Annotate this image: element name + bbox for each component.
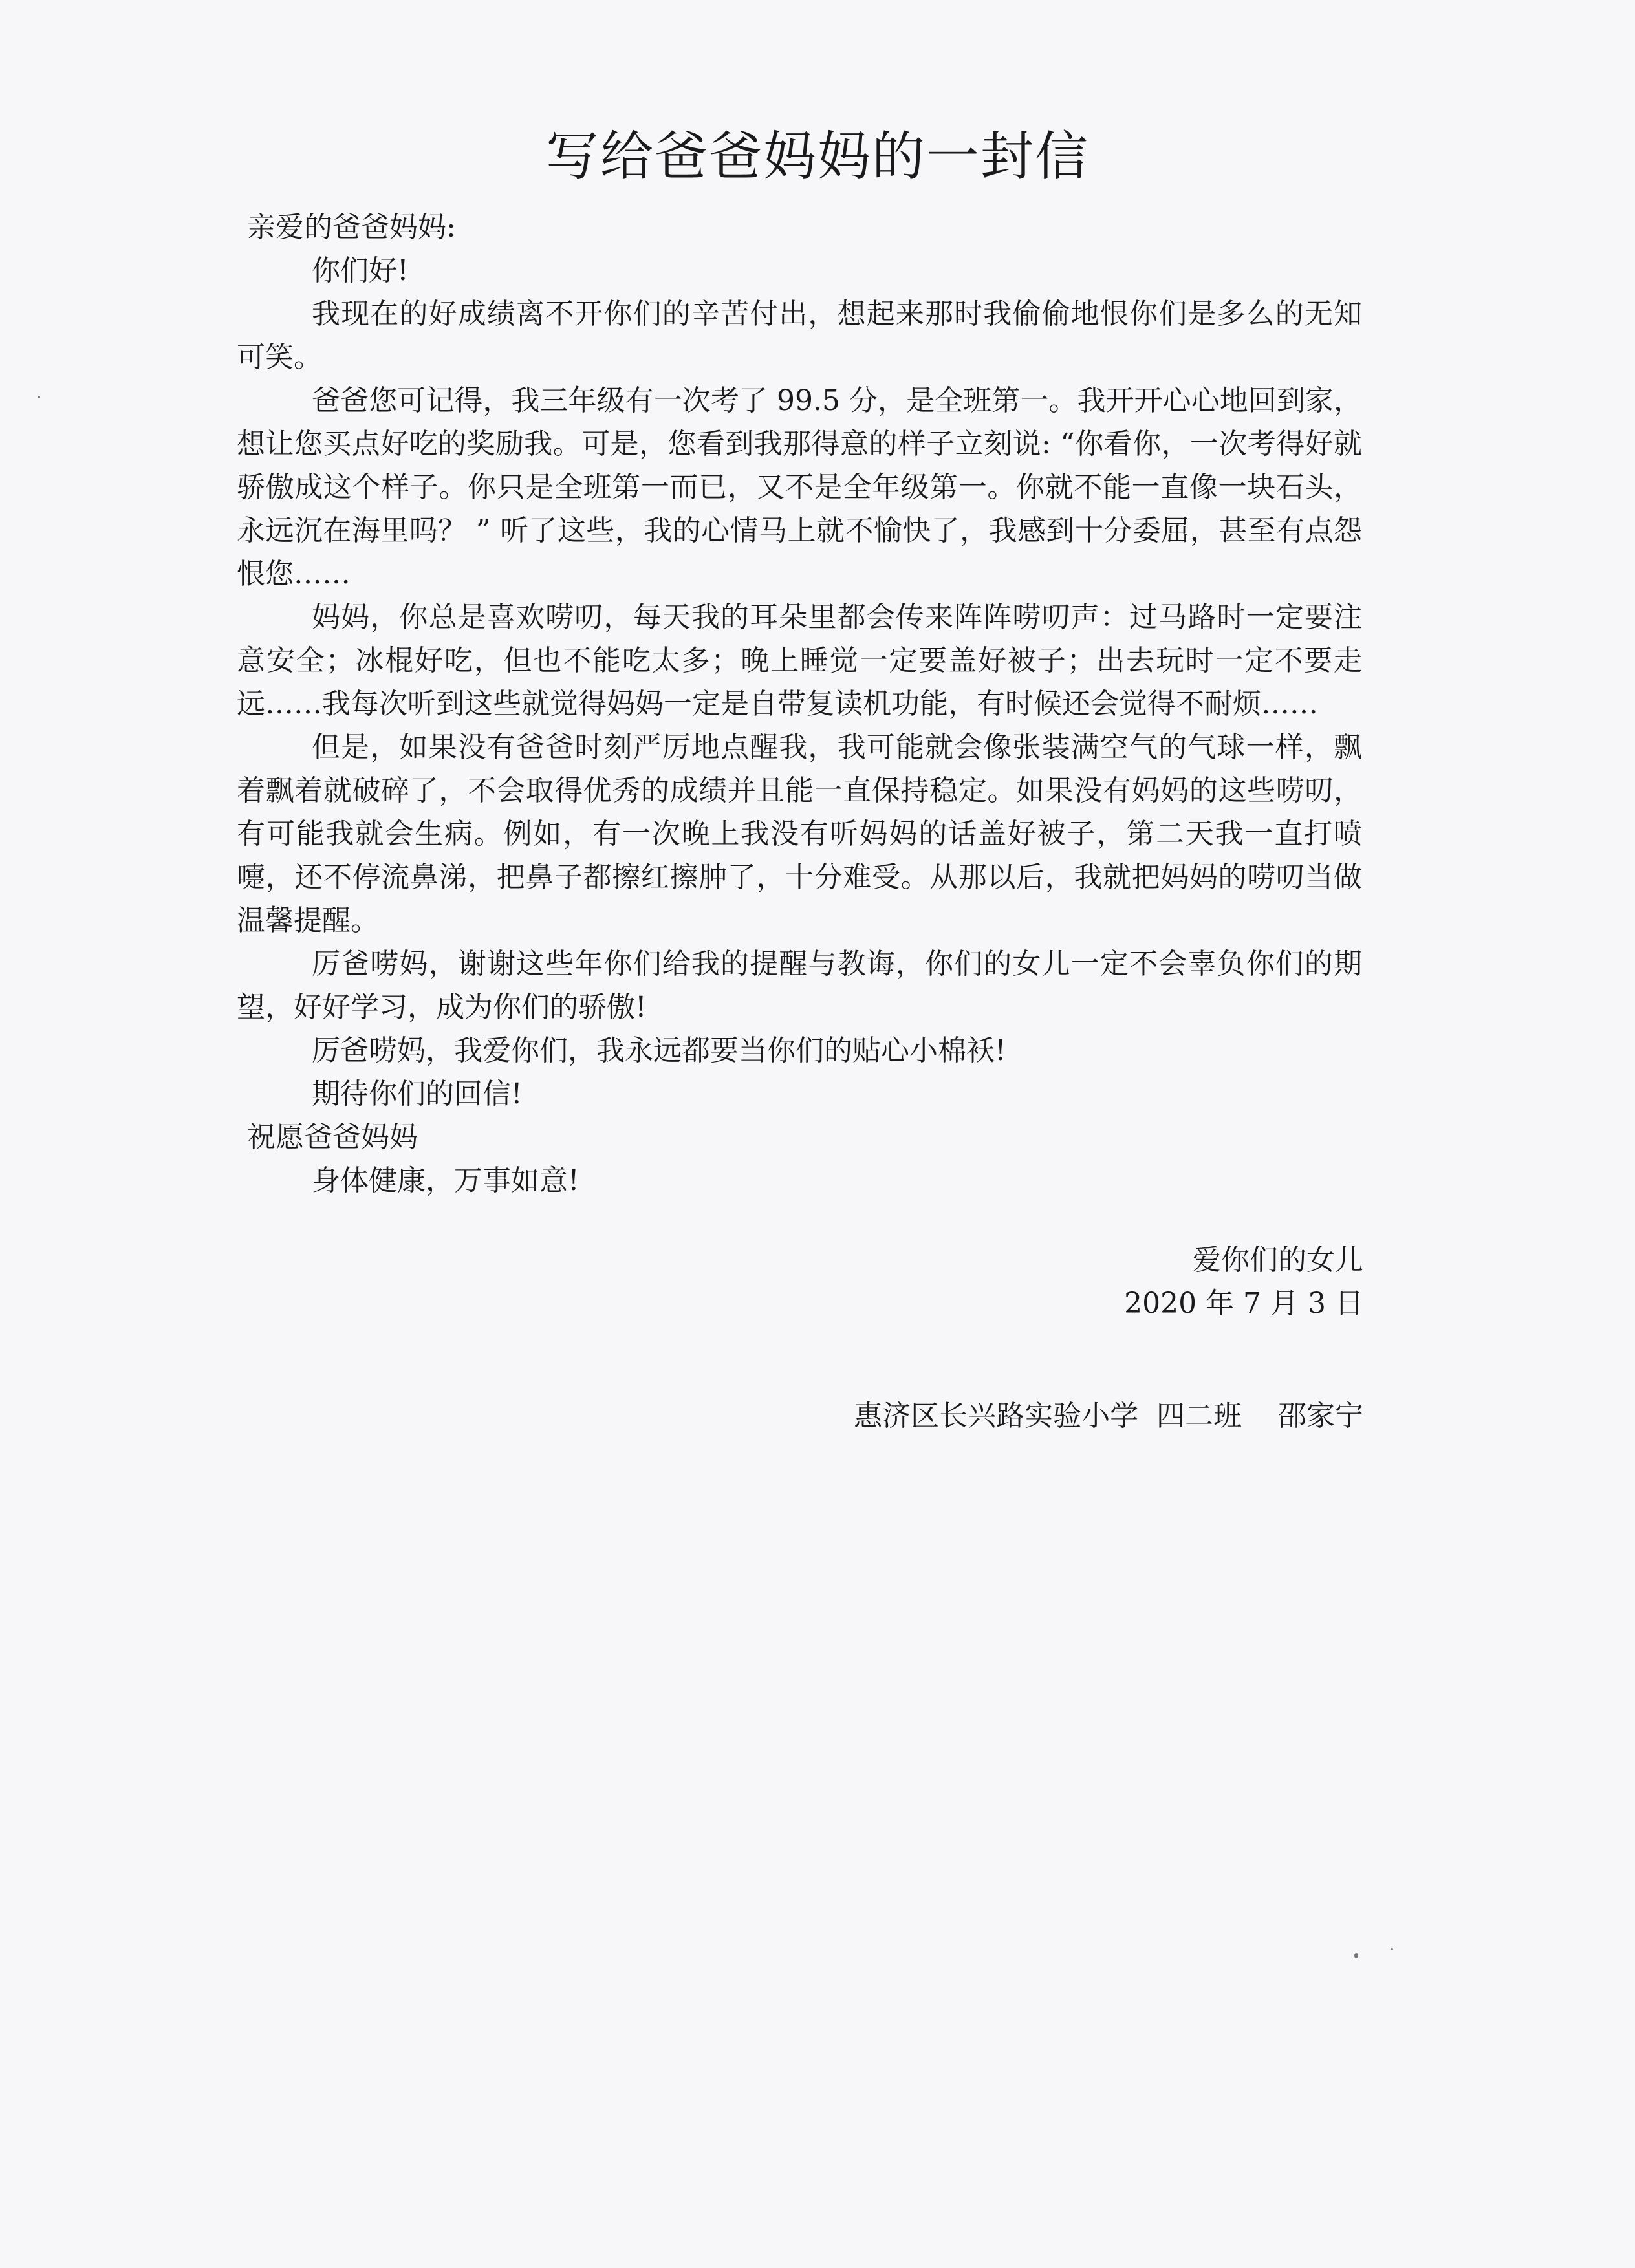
signature: 爱你们的女儿	[1193, 1244, 1363, 1277]
letter-title: 写给爸爸妈妈的一封信	[545, 126, 1089, 188]
scan-speck	[1391, 1948, 1393, 1950]
paragraph-4: 但是，如果没有爸爸时刻严厉地点醒我，我可能就会像张装满空气的气球一样，飘着飘着就破碎了，不会取得优秀的成绩并且能一直保持稳定。如果没有妈妈的这些唠叨，有可能我就会生病。例如，有一次晚上我没有听妈妈的话盖好被子，第二天我一直打喷嚏，还不停流鼻涕，把鼻子都擦红擦肿了，十分难受。从那以后，我就把妈妈的唠叨当做温馨提醒。	[237, 731, 1362, 937]
paragraph-6: 厉爸唠妈，我爱你们，我永远都要当你们的贴心小棉袄!	[312, 1034, 1006, 1067]
school-class-name: 惠济区长兴路实验小学 四二班 邵家宁	[854, 1399, 1363, 1432]
letter-body	[237, 206, 1362, 1202]
paragraph-1: 我现在的好成绩离不开你们的辛苦付出，想起来那时我偷偷地恨你们是多么的无知可笑。	[237, 297, 1362, 374]
paragraph-3: 妈妈，你总是喜欢唠叨，每天我的耳朵里都会传来阵阵唠叨声：过马路时一定要注意安全；冰棍好吃，但也不能吃太多；晚上睡觉一定要盖好被子；出去玩时一定不要走远……我每次听到这些就觉得妈妈一定是自带复读机功能，有时候还会觉得不耐烦……	[237, 601, 1362, 720]
scan-speck	[38, 396, 40, 398]
paragraph-2: 爸爸您可记得，我三年级有一次考了 99.5 分，是全班第一。我开开心心地回到家，想让您买点好吃的奖励我。可是，您看到我那得意的样子立刻说: “你看你，一次考得好就骄傲成这个样子。你只是全班第一而已，又不是全年级第一。你就不能一直像一块石头，永远沉在海里吗？ ” 听了这些，我的心情马上就不愉快了，我感到十分委屈，甚至有点怨恨您……	[237, 384, 1362, 590]
salutation: 亲爱的爸爸妈妈:	[247, 211, 456, 244]
paragraph-5: 厉爸唠妈，谢谢这些年你们给我的提醒与教诲，你们的女儿一定不会辜负你们的期望，好好学习，成为你们的骄傲!	[237, 947, 1362, 1024]
scan-speck	[1354, 1953, 1358, 1958]
closing-blessing: 身体健康，万事如意!	[312, 1164, 579, 1197]
letter-date: 2020 年 7 月 3 日	[1124, 1287, 1363, 1320]
greeting: 你们好!	[312, 254, 409, 287]
closing-wish: 祝愿爸爸妈妈	[247, 1121, 418, 1154]
paragraph-7: 期待你们的回信!	[312, 1077, 523, 1110]
